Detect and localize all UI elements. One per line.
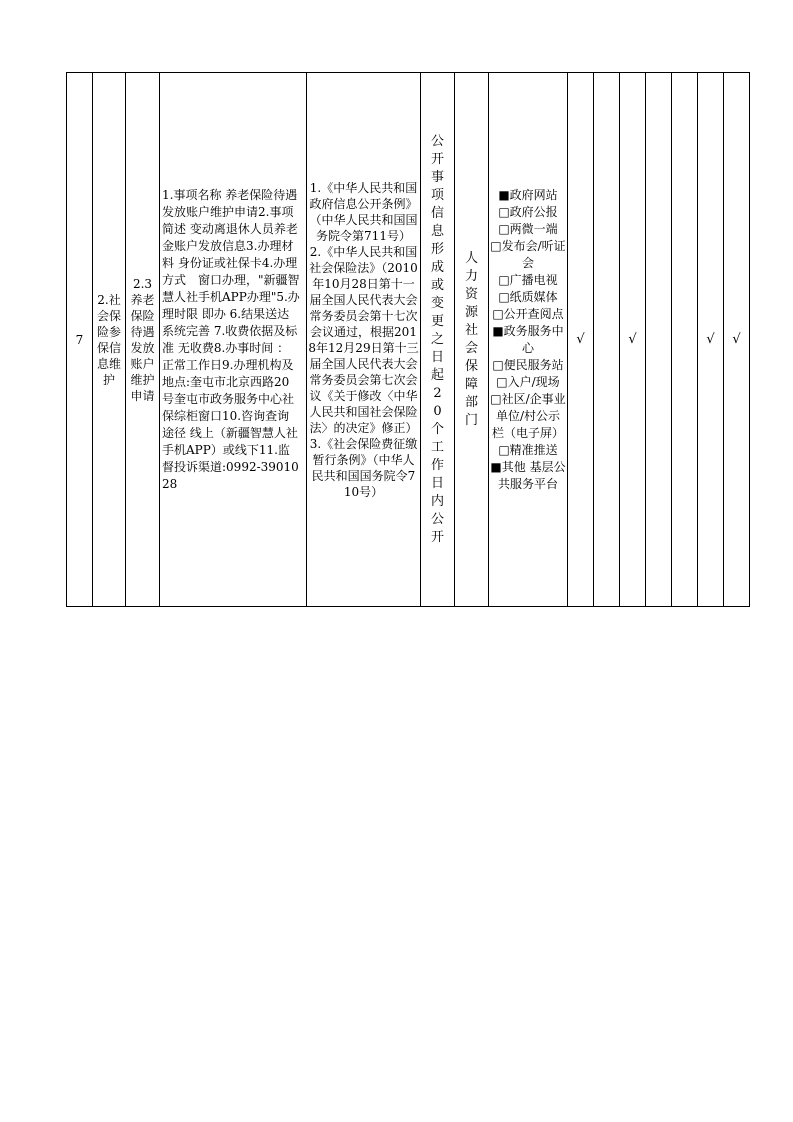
check-cell-5 xyxy=(672,73,698,607)
disclosure-subject: 人力资源社会保障部门 xyxy=(464,250,478,428)
level2-item-cell xyxy=(126,73,160,607)
check-cell-7 xyxy=(724,73,750,607)
disclosure-basis: 1.《中华人民共和国政府信息公开条例》（中华人民共和国国务院令第711号） 2.《中华人民共和国社会保险法》（2010年10月28日第十一届全国人民代表大会常务委员会第十七次会议通过，根据2018年12月29日第十三届全国人民代表大会常务委员会第七次会议《关于修改〈中华人民共和国社会保险法〉的决定》修正） 3.《社会保险费征缴暂行条例》（中华人民共和国国务院令710号） xyxy=(308,180,419,499)
row-number-text: 7 xyxy=(75,332,84,347)
check-cell-6 xyxy=(698,73,724,607)
check-mark: √ xyxy=(576,332,585,347)
disclosure-content: 1.事项名称 养老保险待遇发放账户维护申请2.事项简述 变动离退休人员养老金账户发放信息3.办理材料 身份证或社保卡4.办理方式 窗口办理，"新疆智慧人社手机APP办理"5.办理时限 即办 6.结果送达 系统完善 7.收费依据及标准 无收费8.办事时间 ：正常工作日9.办理机构及地点:奎屯市北京西路20号奎屯市政务服务中心社保综柜窗口10.咨询查询途径 线上（新疆智慧人社手机APP）或线下11.监督投诉渠道:0992-3901028 xyxy=(162,187,300,491)
disclosure-channels-cell xyxy=(489,73,568,607)
row-number xyxy=(67,73,93,607)
table-row xyxy=(67,73,750,607)
disclosure-content-cell xyxy=(160,73,307,607)
disclosure-table xyxy=(66,72,750,607)
time-limit-cell xyxy=(421,73,455,607)
level1-item: 2.社会保险参保信息维护 xyxy=(96,292,121,387)
check-mark: √ xyxy=(732,332,741,347)
level2-item: 2.3养老保险待遇发放账户维护申请 xyxy=(130,276,155,403)
check-mark: √ xyxy=(628,332,637,347)
time-limit: 公开事项信息形成或变更之日起20个工作日内公开 xyxy=(430,133,444,545)
disclosure-channels: ■政府网站 □政府公报 □两微一端 □发布会/听证会 □广播电视 □纸质媒体 □公开查阅点 ■政务服务中心 □便民服务站 □入户/现场 □社区/企事业单位/村公示栏（电子屏） □精准推送 ■其他 基层公共服务平台 xyxy=(490,187,566,491)
check-mark: √ xyxy=(706,332,715,347)
check-cell-3 xyxy=(620,73,646,607)
disclosure-basis-cell xyxy=(307,73,421,607)
disclosure-subject-cell xyxy=(455,73,489,607)
level1-item-cell xyxy=(93,73,126,607)
check-cell-1 xyxy=(568,73,594,607)
check-cell-2 xyxy=(594,73,620,607)
check-cell-4 xyxy=(646,73,672,607)
